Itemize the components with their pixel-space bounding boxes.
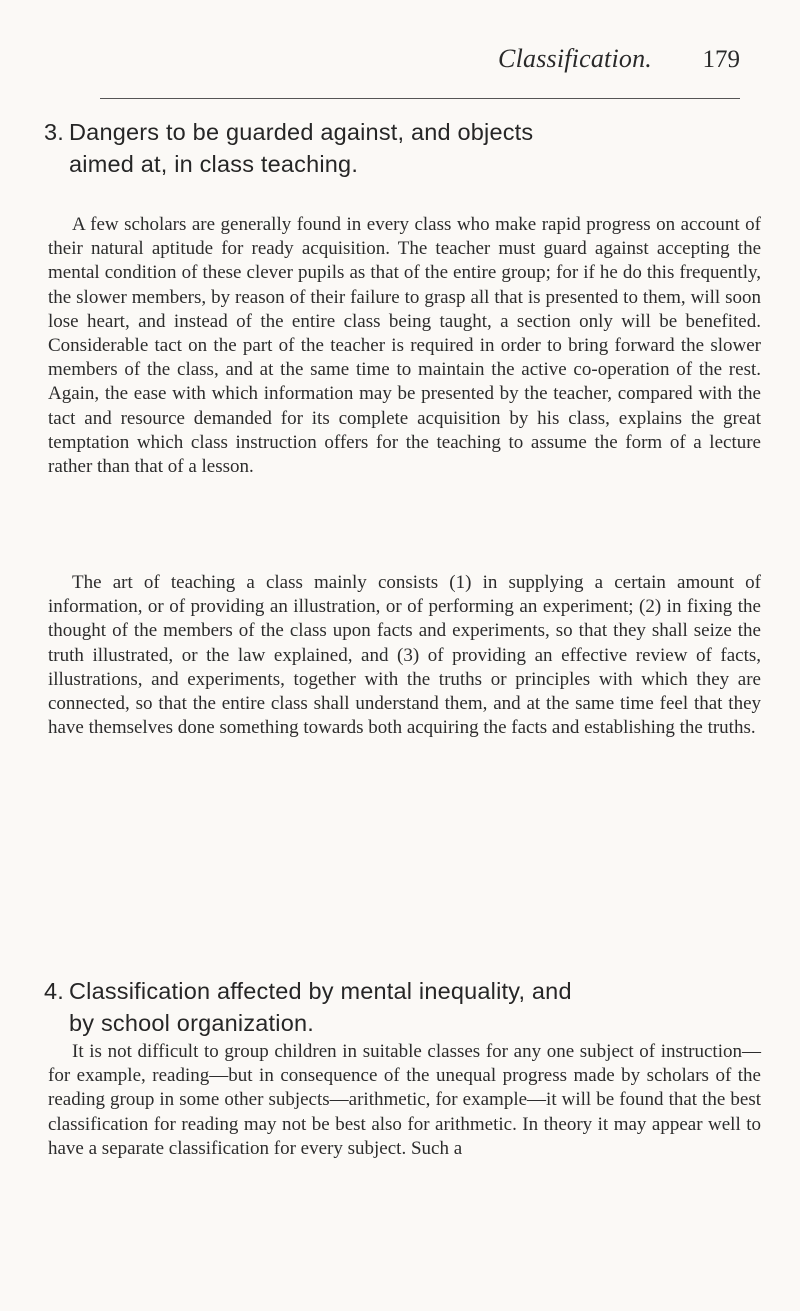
section-3-heading-line1 (44, 116, 764, 148)
section-3-number: 3. (44, 119, 64, 145)
section-4-heading-text: Classification affected by mental inequality, and (69, 978, 572, 1004)
section-3-heading (44, 116, 764, 180)
running-title: Classification. (498, 44, 652, 73)
section-3-heading-line2: aimed at, in class teaching. (69, 151, 359, 177)
header-rule (100, 98, 740, 99)
section-3-paragraph-1: A few scholars are generally found in every class who make rapid progress on account of their natural aptitude for ready acquisition. The teacher must guard against accepting the mental condition of these clever pupils as that of the entire group; for if he do this frequently, the slower members, by reason of their failure to grasp all that is presented to them, will soon lose heart, and instead of the entire class being taught, a section only will be benefited. Considerable tact on the part of the teacher is required in order to bring forward the slower members of the class, and at the same time to maintain the active co-operation of the rest. Again, the ease with which information may be presented by the teacher, compared with the tact and resource demanded for its complete acquisition by his class, explains the great temptation which class instruction offers for the teaching to assume the form of a lecture rather than that of a lesson. (48, 214, 761, 478)
section-4-heading-line1 (44, 975, 764, 1007)
section-4-number: 4. (44, 978, 64, 1004)
section-3-paragraph-2: The art of teaching a class mainly consists (1) in supplying a certain amount of information, or of providing an illustration, or of performing an experiment; (2) in fixing the thought of the members of the class upon facts and experiments, so that they shall seize the truth illustrated, or the law explained, and (3) of providing an effective review of facts, illustrations, and experiments, together with the truths or principles with which they are connected, so that the entire class shall understand them, and at the same time feel that they have themselves done something towards both acquiring the facts and establishing the truths. (48, 572, 761, 739)
section-4-heading-line2: by school organization. (69, 1010, 314, 1036)
section-3-heading-text: Dangers to be guarded against, and objects (69, 119, 534, 145)
page-number: 179 (702, 46, 740, 73)
running-head (100, 44, 740, 92)
section-4-paragraph-1: It is not difficult to group children in suitable classes for any one subject of instruction—for example, reading—but in consequence of the unequal progress made by scholars of the reading group in some other subjects—arithmetic, for example—it will be found that the best classification for reading may not be best also for arithmetic. In theory it may appear well to have a separate classification for every subject. Such a (48, 1041, 761, 1159)
section-4-heading (44, 975, 764, 1039)
